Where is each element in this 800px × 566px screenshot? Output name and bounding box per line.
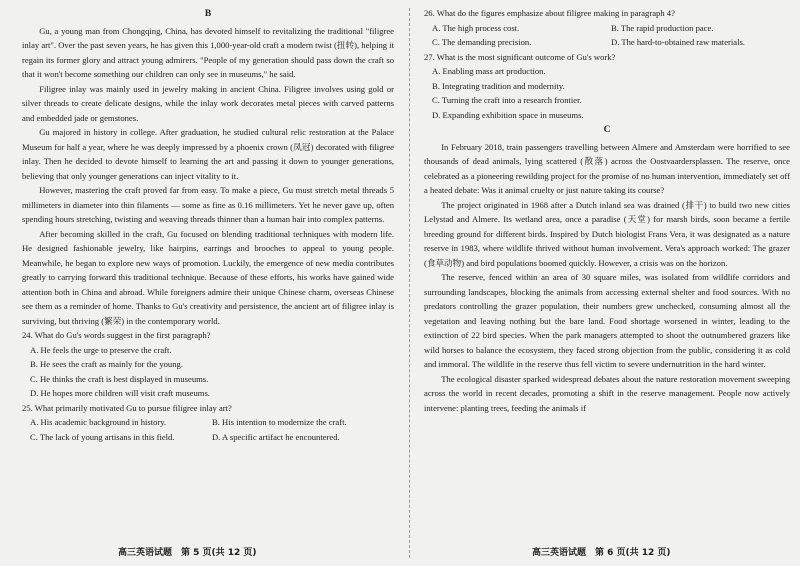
answer-option: B. Integrating tradition and modernity. <box>432 80 565 91</box>
answer-option: D. Expanding exhibition space in museums. <box>432 109 584 120</box>
answer-option-row <box>22 430 394 445</box>
page-divider <box>409 8 410 558</box>
answer-option: C. He thinks the craft is best displayed in museums. <box>30 373 209 384</box>
page-footer-left: 高三英语试题 第 5 页(共 12 页) <box>118 548 257 558</box>
passage-paragraph: The ecological disaster sparked widespread debates about the nature restoration movement sweeping across the world in recent decades, promoting a shift in the reserve management. People now actively intervene: planting trees, feeding the animals if <box>424 373 790 413</box>
answer-option: B. His intention to modernize the craft. <box>212 417 347 427</box>
answer-option: A. Enabling mass art production. <box>432 66 546 76</box>
right-page <box>424 6 790 538</box>
answer-option: A. He feels the urge to preserve the craft. <box>30 344 172 355</box>
section-heading-c: C <box>603 125 611 135</box>
answer-option: A. The high process cost. <box>432 22 520 33</box>
answer-option: D. The hard-to-obtained raw materials. <box>611 37 745 47</box>
question-26 <box>424 6 790 50</box>
page-footer-right: 高三英语试题 第 6 页(共 12 页) <box>532 548 671 558</box>
question-27 <box>424 50 790 123</box>
passage-paragraph: After becoming skilled in the craft, Gu focused on blending traditional techniques with modern life. He designed fashionable jewelry, like hairpins, earrings and brooches to appeal to young people. Meanwhile, he began to explore new ways of promotion. Luckily, the emergence of new media contributes greatly to carrying forward this traditional technique. Because of these efforts, his works have gained wide attention both in China and abroad. While foreigners admire their unique Chinese charm, overseas Chinese see them as a reminder of home. Thanks to Gu's creativity and persistence, the ancient art of filigree inlay is surviving, but thriving (繁荣) in the contemporary world. <box>22 228 394 326</box>
answer-option: D. He hopes more children will visit craft museums. <box>30 388 210 398</box>
passage-paragraph: Gu majored in history in college. After graduation, he studied cultural relic restoration at the Palace Museum for half a year, where he was deeply impressed by a phoenix crown (凤冠) decorated with filigree inlay. Then he decided to devote himself to learning the art and passing it down to younger generations, believing that only younger generations can inject vitality to it. <box>22 127 394 181</box>
answer-option: D. A specific artifact he encountered. <box>212 431 340 442</box>
passage-paragraph: Gu, a young man from Chongqing, China, has devoted himself to revitalizing the traditional "filigree inlay art". Over the past seven years, he has given this 1,000-year-old craft a modern twist (扭转), helping it regain its former glory and attract young admirers. "People of my generation should pass down the craft so that it won't become something our children can only see in museums," he said. <box>22 25 394 79</box>
question-stem: 26. What do the figures emphasize about filigree making in paragraph 4? <box>424 8 675 18</box>
answer-option: C. The lack of young artisans in this field. <box>30 431 175 442</box>
answer-option-row <box>424 21 790 36</box>
answer-option: B. He sees the craft as mainly for the young. <box>30 359 183 369</box>
question-25 <box>22 401 394 445</box>
answer-option: A. His academic background in history. <box>30 417 167 427</box>
left-page <box>22 6 394 538</box>
answer-option: C. Turning the craft into a research frontier. <box>432 95 582 105</box>
section-heading-b: B <box>204 9 212 19</box>
passage-paragraph: The project originated in 1968 after a Dutch inland sea was drained (排干) to build two new cities Lelystad and Almere. Its wetland area, once a paradise (天堂) for marsh birds, soon became a fertile breeding ground for different birds. Inspired by Dutch biologist Frans Vera, it was designated as a nature reserve in 1983, where wildlife thrived without human involvement. Vera's approach worked: The grazer (食草动物) and bird populations boomed quickly. However, a crisis was on the horizon. <box>424 199 790 268</box>
question-stem: 24. What do Gu's words suggest in the first paragraph? <box>22 330 211 340</box>
question-stem: 27. What is the most significant outcome of Gu's work? <box>424 51 616 62</box>
answer-option: C. The demanding precision. <box>432 37 532 47</box>
question-24 <box>22 328 394 401</box>
passage-paragraph: In February 2018, train passengers travelling between Almere and Amsterdam were horrified to see thousands of dead animals, lying scattered (散落) across the Oostvaardersplassen. The reserve, once celebrated as a pioneering rewilding project for the promise of no human intervention, immediately set off a heated debate: Was it animal cruelty or just nature taking its course? <box>424 141 790 195</box>
passage-paragraph: However, mastering the craft proved far from easy. To make a piece, Gu must stretch metal threads 5 millimeters in diameter into thin filaments — some as fine as 0.16 millimeters. Yet he never gave up, often spending hours stretching, twisting and weaving threads thinner than a human hair into complex patterns. <box>22 185 394 224</box>
answer-option-row <box>424 35 790 50</box>
passage-paragraph: Filigree inlay was mainly used in jewelry making in ancient China. Filigree involves using gold or silver threads to create delicate designs, while the inlay work decorates metal pieces with carved patterns and embedded jade or gemstones. <box>22 83 394 123</box>
answer-option-row <box>22 415 394 430</box>
passage-paragraph: The reserve, fenced within an area of 30 square miles, was isolated from wildlife corridors and surrounding landscapes, blocking the animals from accessing external shelter and food sources. With no predators controlling the grazer population, their numbers grew unchecked, consuming almost all the vegetation and leaving nothing but the bare land. Food shortage worsened in winter, leading to the extinction of 22 bird species. When the park managers attempted to shoot the outnumbered grazers like wild horses to balance the ecosystem, they faced strong objection from the public, considering it as cold and immoral. The wildlife in the reserve thus fell victim to severe undernutrition in the hard winter. <box>424 272 790 369</box>
answer-option: B. The rapid production pace. <box>611 22 714 33</box>
question-stem: 25. What primarily motivated Gu to pursue filigree inlay art? <box>22 402 232 413</box>
